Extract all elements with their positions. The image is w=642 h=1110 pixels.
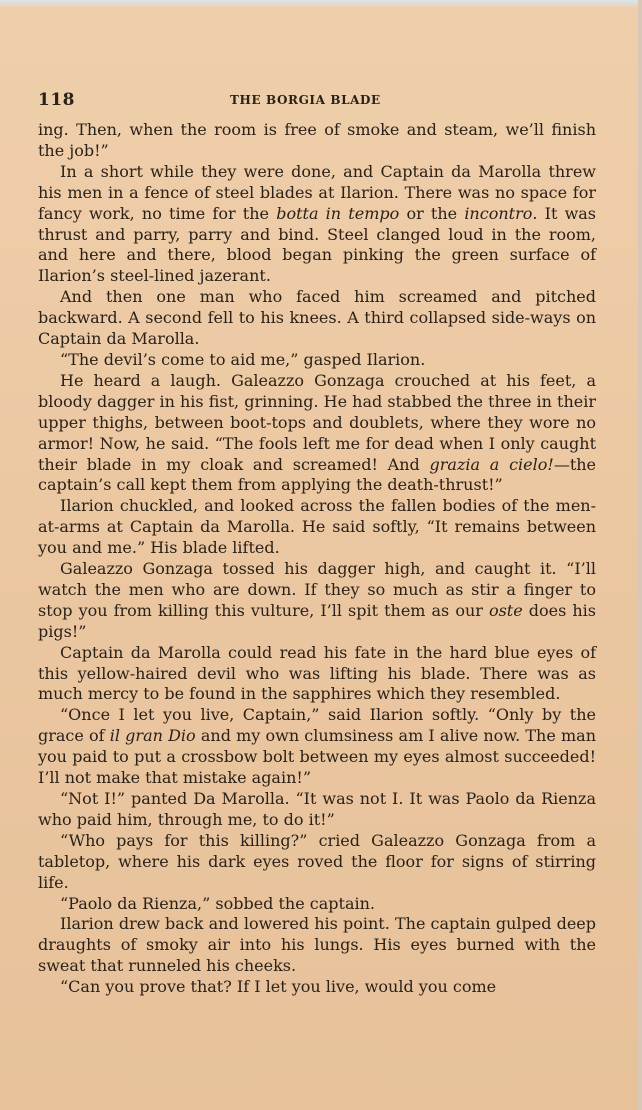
text-run: And then one man who faced him screamed and pitched backward. A second fell to his knees. A third collapsed side-ways on Captain da Marolla. <box>38 287 596 349</box>
paragraph <box>38 496 596 559</box>
paragraph <box>38 371 596 496</box>
paragraph <box>38 914 596 977</box>
text-run: Ilarion chuckled, and looked across the fallen bodies of the men-at-arms at Captain da Marolla. He said softly, “It remains between you and me.” His blade lifted. <box>38 496 596 558</box>
paragraph <box>38 894 596 915</box>
text-run: Galeazzo Gonzaga tossed his dagger high, and caught it. “I’ll watch the men who are down. If they so much as stir a finger to stop you from killing this vulture, I’ll spit them as our <box>38 559 596 620</box>
italic-text: grazia a cielo! <box>429 454 554 474</box>
text-run: does his pigs!” <box>38 600 596 641</box>
body-text <box>38 120 596 998</box>
text-run: “Who pays for this killing?” cried Galeazzo Gonzaga from a tabletop, where his dark eyes roved the floor for signs of stirring life. <box>38 830 596 892</box>
text-run: or the <box>399 203 465 223</box>
paragraph <box>38 977 596 998</box>
text-run: “Can you prove that? If I let you live, would you come <box>60 977 497 997</box>
paragraph <box>38 350 596 371</box>
text-run: . It was thrust and parry, parry and bind. Steel clanged loud in the room, and here and there, blood began pinking the green surface of Ilarion’s steel-lined jazerant. <box>38 203 597 286</box>
paragraph <box>38 559 596 643</box>
paragraph <box>38 287 596 350</box>
text-run: “The devil’s come to aid me,” gasped Ilarion. <box>60 349 426 369</box>
paragraph <box>38 643 596 706</box>
italic-text: botta in tempo <box>276 203 400 223</box>
page-top-edge <box>0 0 642 8</box>
text-run: and my own clumsiness am I alive now. The man you paid to put a crossbow bolt between my eyes almost succeeded! I’ll not make that mistake again!” <box>38 726 597 788</box>
paragraph <box>38 120 596 162</box>
paragraph <box>38 789 596 831</box>
text-run: “Once I let you live, Captain,” said Ilarion softly. “Only by the grace of <box>38 705 596 746</box>
paragraph <box>38 831 596 894</box>
text-run: Ilarion drew back and lowered his point. The captain gulped deep draughts of smoky air into his lungs. His eyes burned with the sweat that runneled his cheeks. <box>38 914 596 976</box>
text-run: “Not I!” panted Da Marolla. “It was not I. It was Paolo da Rienza who paid him, through me, to do it!” <box>38 789 596 829</box>
paragraph <box>38 162 596 287</box>
text-run: —the captain’s call kept them from applying the death-thrust!” <box>38 454 597 495</box>
italic-text: oste <box>488 600 523 620</box>
paragraph <box>38 705 596 789</box>
running-title: THE BORGIA BLADE <box>230 93 381 107</box>
italic-text: incontro <box>464 203 533 223</box>
text-run: He heard a laugh. Galeazzo Gonzaga crouched at his feet, a bloody dagger in his fist, grinning. He had stabbed the three in their upper thighs, between boot-tops and doublets, where they wore no armor! Now, he said. “The fools left me for dead when I only caught their blade in my cloak and screamed! And <box>38 370 596 474</box>
page-number: 118 <box>38 90 75 110</box>
italic-text: il gran Dio <box>109 726 196 746</box>
text-run: “Paolo da Rienza,” sobbed the captain. <box>60 893 375 913</box>
text-run: In a short while they were done, and Captain da Marolla threw his men in a fence of steel blades at Ilarion. There was no space for fancy work, no time for the <box>38 161 596 223</box>
page-right-edge <box>638 0 642 1110</box>
page-header <box>38 90 600 112</box>
text-run: ing. Then, when the room is free of smoke and steam, we’ll finish the job!” <box>38 120 596 160</box>
text-run: Captain da Marolla could read his fate in the hard blue eyes of this yellow-haired devil who was lifting his blade. There was as much mercy to be found in the sapphires which they resembled. <box>38 642 596 704</box>
